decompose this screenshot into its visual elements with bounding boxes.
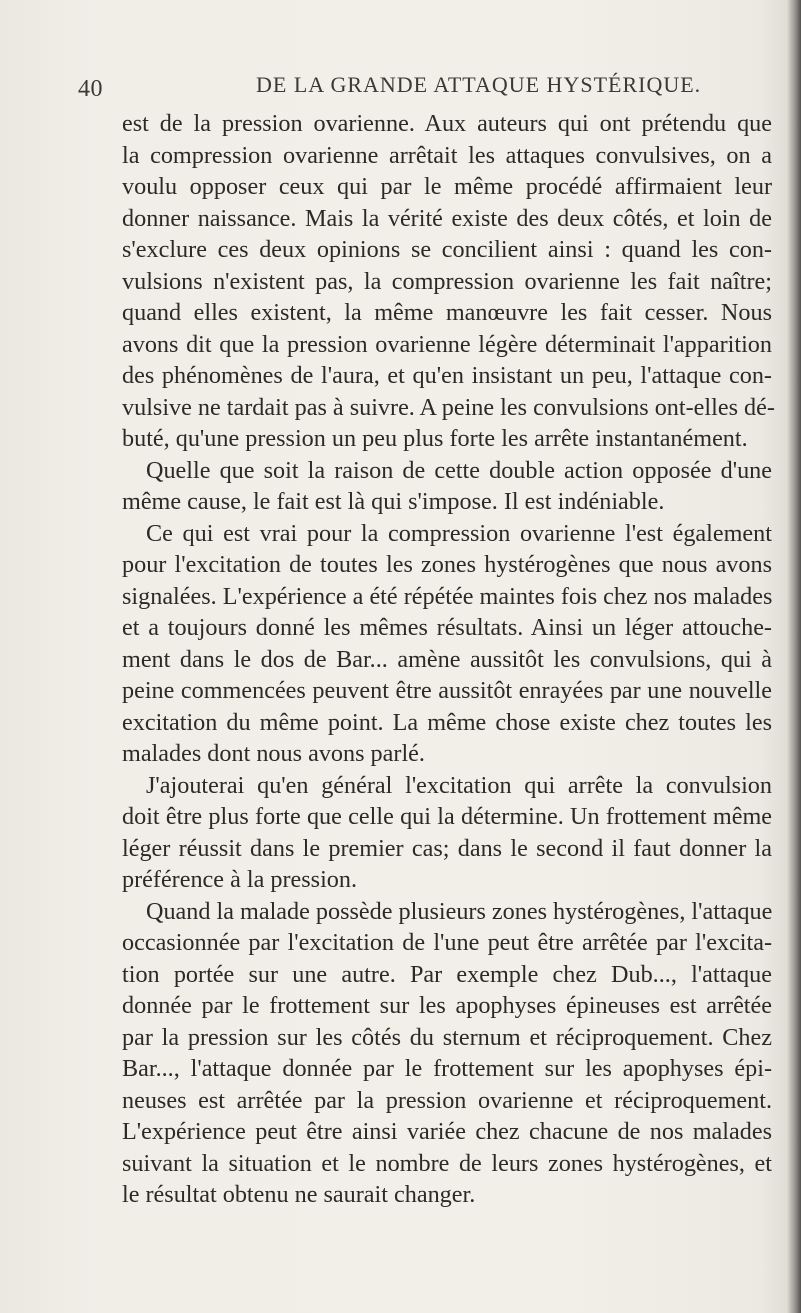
text-line: ment dans le dos de Bar... amène aussitôt les convulsions, qui à <box>122 645 772 673</box>
text-line: préférence à la pression. <box>122 866 358 893</box>
text-line: malades dont nous avons parlé. <box>122 740 425 767</box>
text-line: le résultat obtenu ne saurait changer. <box>122 1181 476 1208</box>
text-line: tion portée sur une autre. Par exemple chez Dub..., l'attaque <box>122 960 772 988</box>
text-line: vulsive ne tardait pas à suivre. A peine les convulsions ont-elles dé- <box>122 393 775 421</box>
paragraph <box>122 455 772 518</box>
text-line: donnée par le frottement sur les apophyses épineuses est arrêtée <box>122 992 772 1019</box>
text-line: quand elles existent, la même manœuvre les fait cesser. Nous <box>122 299 772 326</box>
text-line: des phénomènes de l'aura, et qu'en insistant un peu, l'attaque con- <box>122 362 772 389</box>
text-line: la compression ovarienne arrêtait les attaques convulsives, on a <box>122 141 772 169</box>
text-line: donner naissance. Mais la vérité existe des deux côtés, et loin de <box>122 204 772 232</box>
body-text <box>122 108 775 1211</box>
text-line: suivant la situation et le nombre de leurs zones hystérogènes, et <box>122 1149 772 1177</box>
text-line: même cause, le fait est là qui s'impose. Il est indéniable. <box>122 488 665 515</box>
page-number: 40 <box>78 76 103 102</box>
text-line: L'expérience peut être ainsi variée chez chacune de nos malades <box>122 1118 772 1145</box>
text-line: voulu opposer ceux qui par le même procédé affirmaient leur <box>122 173 772 200</box>
text-line: pour l'excitation de toutes les zones hystérogènes que nous avons <box>122 551 772 578</box>
paragraph <box>122 896 772 1211</box>
page-header <box>78 66 718 102</box>
text-line: peine commencées peuvent être aussitôt enrayées par une nouvelle <box>122 677 772 704</box>
text-line: Quand la malade possède plusieurs zones hystérogènes, l'attaque <box>146 897 773 925</box>
text-line: doit être plus forte que celle qui la détermine. Un frottement même <box>122 803 772 830</box>
text-line: avons dit que la pression ovarienne légère déterminait l'apparition <box>122 330 772 358</box>
text-line: buté, qu'une pression un peu plus forte les arrête instantanément. <box>122 425 748 452</box>
text-line: excitation du même point. La même chose existe chez toutes les <box>122 708 772 736</box>
text-line: léger réussit dans le premier cas; dans le second il faut donner la <box>122 834 772 862</box>
paragraph <box>122 770 772 896</box>
text-line: Quelle que soit la raison de cette double action opposée d'une <box>146 456 772 484</box>
running-head: DE LA GRANDE ATTAQUE HYSTÉRIQUE. <box>256 72 702 97</box>
paragraph <box>122 518 772 770</box>
paragraph <box>122 108 775 455</box>
page-edge-shadow <box>787 0 801 1313</box>
text-line: par la pression sur les côtés du sternum et réciproquement. Chez <box>122 1023 772 1051</box>
text-line: vulsions n'existent pas, la compression ovarienne les fait naître; <box>122 267 772 295</box>
text-line: signalées. L'expérience a été répétée maintes fois chez nos malades <box>122 582 773 610</box>
text-line: neuses est arrêtée par la pression ovarienne et réciproquement. <box>122 1086 772 1114</box>
text-line: et a toujours donné les mêmes résultats. Ainsi un léger attouche- <box>122 614 772 641</box>
text-line: Bar..., l'attaque donnée par le frottement sur les apophyses épi- <box>122 1055 772 1082</box>
text-line: J'ajouterai qu'en général l'excitation qui arrête la convulsion <box>146 771 772 799</box>
text-line: occasionnée par l'excitation de l'une peut être arrêtée par l'excita- <box>122 929 772 956</box>
text-line: s'exclure ces deux opinions se concilient ainsi : quand les con- <box>122 236 772 263</box>
text-line: est de la pression ovarienne. Aux auteurs qui ont prétendu que <box>122 110 772 137</box>
text-line: Ce qui est vrai pour la compression ovarienne l'est également <box>146 519 772 547</box>
